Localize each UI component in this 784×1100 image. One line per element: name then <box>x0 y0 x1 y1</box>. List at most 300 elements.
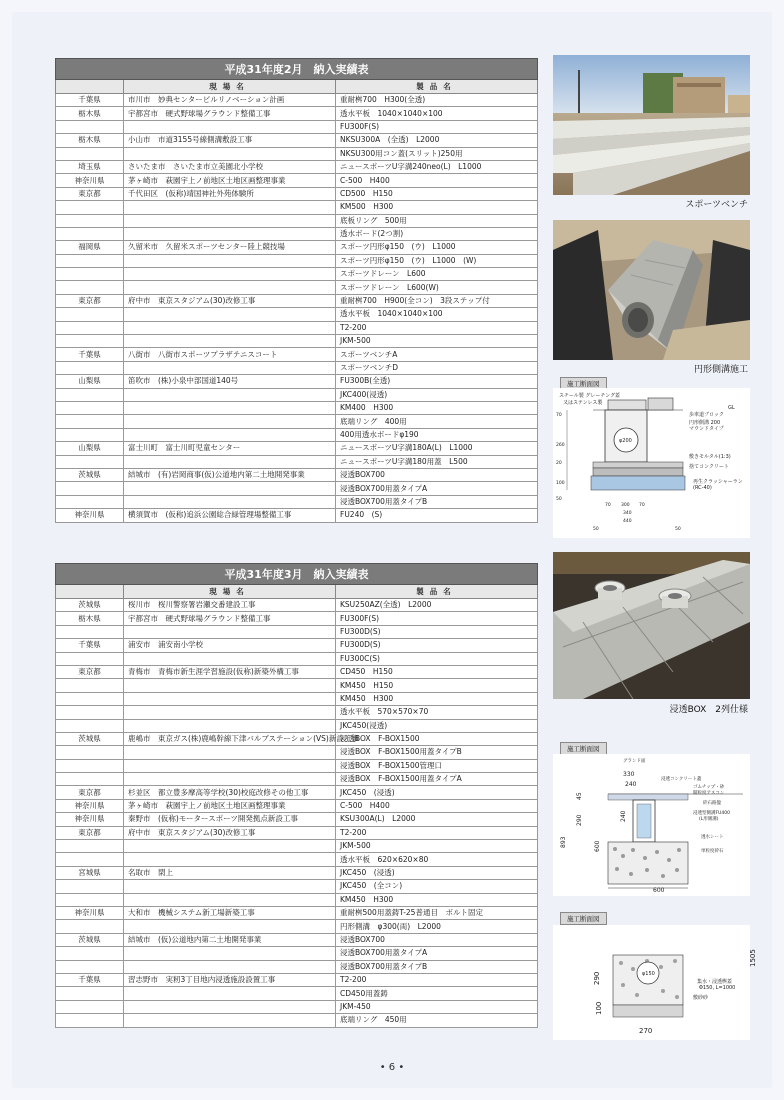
svg-text:敷砂砂: 敷砂砂 <box>693 995 709 1001</box>
prefecture-cell: 茨城県 <box>56 599 124 612</box>
prefecture-cell <box>56 227 124 240</box>
svg-text:893: 893 <box>560 836 567 848</box>
prefecture-cell: 栃木県 <box>56 612 124 625</box>
svg-text:Φ150, L=1000: Φ150, L=1000 <box>699 985 736 991</box>
delivery-records-table-march <box>55 563 538 1028</box>
table-row <box>56 254 538 267</box>
prefecture-cell: 千葉県 <box>56 94 124 107</box>
site-name-cell: 宇都宮市 硬式野球場グラウンド整備工事 <box>124 107 336 120</box>
product-name-cell: CD500 H150 <box>336 187 538 200</box>
table-row <box>56 933 538 946</box>
product-name-cell: FU300F(S) <box>336 120 538 133</box>
site-name-cell <box>124 321 336 334</box>
prefecture-cell <box>56 706 124 719</box>
product-name-cell: 透水平板 1040×1040×100 <box>336 107 538 120</box>
site-name-cell: 習志野市 実籾3丁目地内浸透施設設置工事 <box>124 973 336 986</box>
table-body <box>56 599 538 1028</box>
table-row <box>56 920 538 933</box>
prefecture-cell <box>56 773 124 786</box>
table-row <box>56 906 538 919</box>
prefecture-cell <box>56 652 124 665</box>
header-product-name: 製品名 <box>336 585 538 599</box>
svg-text:グランド面: グランド面 <box>623 759 646 764</box>
svg-text:260: 260 <box>556 443 565 448</box>
header-product-name: 製品名 <box>336 80 538 94</box>
prefecture-cell: 千葉県 <box>56 639 124 652</box>
svg-text:円形側溝 200: 円形側溝 200 <box>689 420 721 426</box>
product-name-cell: 透水平板 1040×1040×100 <box>336 308 538 321</box>
site-name-cell: 府中市 東京スタジアム(30)改修工事 <box>124 826 336 839</box>
site-name-cell: 秦野市 (仮称)モータースポーツ開発拠点新設工事 <box>124 813 336 826</box>
svg-text:270: 270 <box>639 1027 653 1035</box>
site-name-cell <box>124 120 336 133</box>
product-name-cell: JKC450 (全コン) <box>336 880 538 893</box>
product-name-cell: JKC400(浸透) <box>336 388 538 401</box>
product-name-cell: 底端リング 450用 <box>336 1014 538 1027</box>
table-body <box>56 94 538 523</box>
site-name-cell: 鹿嶋市 東京ガス(株)鹿嶋幹線下津バルブステーション(VS)新設工事 <box>124 732 336 745</box>
table-row <box>56 732 538 745</box>
product-name-cell: スポーツ円形φ150 (ウ) L1000 <box>336 241 538 254</box>
prefecture-cell <box>56 853 124 866</box>
svg-text:50: 50 <box>675 527 681 532</box>
prefecture-cell <box>56 482 124 495</box>
prefecture-cell <box>56 987 124 1000</box>
product-name-cell: JKC450 (浸透) <box>336 866 538 879</box>
table-title: 平成31年度3月 納入実績表 <box>56 564 538 585</box>
prefecture-cell <box>56 401 124 414</box>
product-name-cell: 400用透水ボードφ190 <box>336 428 538 441</box>
product-name-cell: NKSU300A (全透) L2000 <box>336 134 538 147</box>
svg-text:又はステンレス製: 又はステンレス製 <box>563 400 603 406</box>
site-name-cell <box>124 147 336 160</box>
prefecture-cell <box>56 361 124 374</box>
site-name-cell <box>124 388 336 401</box>
table-row <box>56 612 538 625</box>
svg-text:70: 70 <box>639 503 645 508</box>
site-name-cell <box>124 893 336 906</box>
product-name-cell: C-500 H400 <box>336 799 538 812</box>
prefecture-cell <box>56 254 124 267</box>
site-name-cell <box>124 1000 336 1013</box>
site-name-cell <box>124 920 336 933</box>
site-name-cell: 八街市 八街市スポーツプラザテニスコート <box>124 348 336 361</box>
prefecture-cell: 宮城県 <box>56 866 124 879</box>
site-name-cell <box>124 415 336 428</box>
svg-text:歩車道ブロック: 歩車道ブロック <box>689 412 724 418</box>
prefecture-cell: 神奈川県 <box>56 509 124 522</box>
site-name-cell <box>124 227 336 240</box>
table-row <box>56 799 538 812</box>
table-row <box>56 442 538 455</box>
svg-text:20: 20 <box>556 461 562 466</box>
prefecture-cell: 栃木県 <box>56 107 124 120</box>
svg-text:50: 50 <box>593 527 599 532</box>
prefecture-cell <box>56 268 124 281</box>
table-row <box>56 94 538 107</box>
site-name-cell <box>124 455 336 468</box>
prefecture-cell: 茨城県 <box>56 732 124 745</box>
product-name-cell: FU300D(S) <box>336 639 538 652</box>
prefecture-cell <box>56 692 124 705</box>
product-name-cell: JKC450 (浸透) <box>336 786 538 799</box>
table-row <box>56 987 538 1000</box>
svg-text:290: 290 <box>593 971 601 985</box>
site-name-cell <box>124 746 336 759</box>
product-name-cell: KM450 H300 <box>336 893 538 906</box>
table-row <box>56 786 538 799</box>
prefecture-cell <box>56 893 124 906</box>
prefecture-cell <box>56 201 124 214</box>
product-name-cell: T2-200 <box>336 826 538 839</box>
product-name-cell: FU240 (S) <box>336 509 538 522</box>
prefecture-cell <box>56 281 124 294</box>
product-name-cell: KM500 H300 <box>336 201 538 214</box>
site-name-cell <box>124 401 336 414</box>
prefecture-cell: 神奈川県 <box>56 799 124 812</box>
prefecture-cell <box>56 679 124 692</box>
svg-text:浸透コンクリート蓋: 浸透コンクリート蓋 <box>661 777 702 782</box>
prefecture-cell <box>56 120 124 133</box>
prefecture-cell <box>56 840 124 853</box>
site-name-cell <box>124 947 336 960</box>
table-row <box>56 187 538 200</box>
prefecture-cell: 千葉県 <box>56 348 124 361</box>
prefecture-cell <box>56 415 124 428</box>
product-name-cell: T2-200 <box>336 973 538 986</box>
table-row <box>56 840 538 853</box>
svg-text:240: 240 <box>625 781 637 788</box>
svg-text:1505: 1505 <box>749 949 757 967</box>
table-row <box>56 375 538 388</box>
svg-text:開粒度アスコン: 開粒度アスコン <box>693 791 725 796</box>
product-name-cell: KM400 H300 <box>336 401 538 414</box>
table-row <box>56 1000 538 1013</box>
svg-text:ゴムチップ・砂: ゴムチップ・砂 <box>693 785 725 790</box>
site-name-cell <box>124 361 336 374</box>
prefecture-cell: 東京都 <box>56 786 124 799</box>
site-name-cell <box>124 308 336 321</box>
svg-text:330: 330 <box>623 771 635 778</box>
table-row <box>56 335 538 348</box>
table-row <box>56 388 538 401</box>
table-row <box>56 294 538 307</box>
prefecture-cell: 東京都 <box>56 187 124 200</box>
site-name-cell <box>124 214 336 227</box>
prefecture-cell: 埼玉県 <box>56 160 124 173</box>
product-name-cell: KM450 H150 <box>336 679 538 692</box>
table-row <box>56 947 538 960</box>
header-blank <box>56 80 124 94</box>
delivery-records-table-february <box>55 58 538 523</box>
site-name-cell: 横須賀市 (仮称)追浜公園総合緑管理場整備工事 <box>124 509 336 522</box>
svg-text:透水シート: 透水シート <box>701 835 724 840</box>
site-name-cell <box>124 840 336 853</box>
svg-text:600: 600 <box>653 887 665 894</box>
product-name-cell: KM450 H300 <box>336 692 538 705</box>
table-row <box>56 147 538 160</box>
svg-text:440: 440 <box>623 519 632 524</box>
site-name-cell: 杉並区 都立豊多摩高等学校(30)校庭改修その他工事 <box>124 786 336 799</box>
prefecture-cell <box>56 455 124 468</box>
svg-text:(RC-40): (RC-40) <box>693 485 712 491</box>
table-title: 平成31年度2月 納入実績表 <box>56 59 538 80</box>
prefecture-cell: 山梨県 <box>56 442 124 455</box>
photo-circular-gutter-installation <box>553 220 750 360</box>
product-name-cell: スポーツベンチA <box>336 348 538 361</box>
table-row <box>56 227 538 240</box>
site-name-cell <box>124 719 336 732</box>
site-name-cell: 浦安市 浦安南小学校 <box>124 639 336 652</box>
product-name-cell: 透水ボード(2つ割) <box>336 227 538 240</box>
product-name-cell: FU300D(S) <box>336 625 538 638</box>
table-row <box>56 455 538 468</box>
svg-text:70: 70 <box>605 503 611 508</box>
svg-text:340: 340 <box>623 511 632 516</box>
table-row <box>56 415 538 428</box>
svg-text:再生クラッシャーラン: 再生クラッシャーラン <box>693 479 743 485</box>
svg-text:50: 50 <box>556 497 562 502</box>
table-row <box>56 813 538 826</box>
table-row <box>56 706 538 719</box>
site-name-cell: 久留米市 久留米スポーツセンター陸上競技場 <box>124 241 336 254</box>
table-row <box>56 495 538 508</box>
product-name-cell: JKM-500 <box>336 840 538 853</box>
product-name-cell: 浸透BOX700用蓋タイプA <box>336 947 538 960</box>
table-row <box>56 866 538 879</box>
prefecture-cell <box>56 920 124 933</box>
table-row <box>56 625 538 638</box>
site-name-cell <box>124 268 336 281</box>
svg-text:スチール製 グレーチング蓋: スチール製 グレーチング蓋 <box>559 393 621 399</box>
product-name-cell: 浸透BOX F-BOX1500管理口 <box>336 759 538 772</box>
table-row <box>56 679 538 692</box>
table-row <box>56 665 538 678</box>
table-row <box>56 1014 538 1027</box>
header-site-name: 現場名 <box>124 80 336 94</box>
site-name-cell: 千代田区 (仮称)靖国神社外苑体験所 <box>124 187 336 200</box>
table-row <box>56 134 538 147</box>
site-name-cell: 小山市 市道3155号線側溝敷設工事 <box>124 134 336 147</box>
site-name-cell <box>124 706 336 719</box>
site-name-cell <box>124 679 336 692</box>
product-name-cell: スポーツドレーン L600 <box>336 268 538 281</box>
table-row <box>56 348 538 361</box>
prefecture-cell <box>56 1014 124 1027</box>
prefecture-cell: 東京都 <box>56 665 124 678</box>
site-name-cell: 宇都宮市 硬式野球場グラウンド整備工事 <box>124 612 336 625</box>
svg-text:300: 300 <box>621 503 630 508</box>
prefecture-cell <box>56 880 124 893</box>
site-name-cell: 府中市 東京スタジアム(30)改修工事 <box>124 294 336 307</box>
table-row <box>56 120 538 133</box>
table-row <box>56 174 538 187</box>
prefecture-cell: 東京都 <box>56 826 124 839</box>
table-row <box>56 880 538 893</box>
site-name-cell <box>124 625 336 638</box>
svg-text:単粒度砕石: 単粒度砕石 <box>701 849 724 854</box>
cross-section-diagram-catch-basin <box>553 925 757 1040</box>
site-name-cell: 市川市 妙典センタービルリノベーション計画 <box>124 94 336 107</box>
product-name-cell: ニュースポーツU字溝180A(L) L1000 <box>336 442 538 455</box>
site-name-cell <box>124 853 336 866</box>
svg-text:240: 240 <box>620 810 627 822</box>
site-name-cell: 名取市 閖上 <box>124 866 336 879</box>
site-name-cell: 茅ヶ崎市 萩園宇上ノ前地区土地区画整理事業 <box>124 799 336 812</box>
svg-text:集水・浸透桝蓋: 集水・浸透桝蓋 <box>697 979 733 985</box>
table-row <box>56 401 538 414</box>
prefecture-cell: 神奈川県 <box>56 174 124 187</box>
product-name-cell: 浸透BOX700用蓋タイプB <box>336 495 538 508</box>
product-name-cell: CD450 H150 <box>336 665 538 678</box>
site-name-cell: 結城市 (仮)公道地内第二土地開発事業 <box>124 933 336 946</box>
product-name-cell: JKM-450 <box>336 1000 538 1013</box>
product-name-cell: 重耐桝500用蓋鋳T-25普通目 ボルト固定 <box>336 906 538 919</box>
table-row <box>56 719 538 732</box>
site-name-cell <box>124 335 336 348</box>
prefecture-cell <box>56 947 124 960</box>
svg-text:45: 45 <box>576 792 583 800</box>
prefecture-cell <box>56 746 124 759</box>
photo-caption-infiltration-box: 浸透BOX 2列仕様 <box>669 705 748 715</box>
photo-caption-sports-bench: スポーツベンチ <box>685 200 748 210</box>
header-blank <box>56 585 124 599</box>
table-row <box>56 599 538 612</box>
prefecture-cell <box>56 625 124 638</box>
svg-text:φ150: φ150 <box>642 971 655 977</box>
svg-text:100: 100 <box>556 481 565 486</box>
product-name-cell: 浸透BOX F-BOX1500用蓋タイプB <box>336 746 538 759</box>
table-row <box>56 361 538 374</box>
svg-text:290: 290 <box>576 814 583 826</box>
table-row <box>56 773 538 786</box>
product-name-cell: 底端リング 400用 <box>336 415 538 428</box>
product-name-cell: 浸透BOX700 <box>336 468 538 481</box>
product-name-cell: 浸透BOX700用蓋タイプA <box>336 482 538 495</box>
product-name-cell: 浸透BOX700用蓋タイプB <box>336 960 538 973</box>
prefecture-cell <box>56 960 124 973</box>
table-row <box>56 281 538 294</box>
prefecture-cell: 神奈川県 <box>56 813 124 826</box>
header-site-name: 現場名 <box>124 585 336 599</box>
product-name-cell: ニュースポーツU字溝240neo(L) L1000 <box>336 160 538 173</box>
site-name-cell <box>124 773 336 786</box>
page-number: • 6 • <box>379 1062 405 1073</box>
product-name-cell: 円形側溝 φ300(両) L2000 <box>336 920 538 933</box>
site-name-cell: 茅ヶ崎市 萩園宇上ノ前地区土地区画整理事業 <box>124 174 336 187</box>
prefecture-cell <box>56 428 124 441</box>
prefecture-cell <box>56 308 124 321</box>
site-name-cell: 青梅市 青梅市新生涯学習施設(仮称)新築外構工事 <box>124 665 336 678</box>
prefecture-cell: 茨城県 <box>56 933 124 946</box>
table-row <box>56 214 538 227</box>
diagram-label: 施工断面図 <box>560 742 607 755</box>
table-row <box>56 759 538 772</box>
table-row <box>56 893 538 906</box>
table-row <box>56 107 538 120</box>
photo-infiltration-box <box>553 552 750 699</box>
product-name-cell: FU300B(全透) <box>336 375 538 388</box>
product-name-cell: 重耐桝700 H300(全透) <box>336 94 538 107</box>
product-name-cell: JKM-500 <box>336 335 538 348</box>
product-name-cell: NKSU300用コン蓋(スリット)250用 <box>336 147 538 160</box>
site-name-cell <box>124 759 336 772</box>
photo-caption-circular-gutter: 円形側溝施工 <box>693 365 748 375</box>
table-row <box>56 428 538 441</box>
cross-section-diagram-gutter <box>553 388 750 538</box>
table-row <box>56 482 538 495</box>
prefecture-cell: 福岡県 <box>56 241 124 254</box>
product-name-cell: スポーツドレーン L600(W) <box>336 281 538 294</box>
product-name-cell: スポーツ円形φ150 (ウ) L1000 (W) <box>336 254 538 267</box>
prefecture-cell <box>56 214 124 227</box>
svg-text:マウンドタイプ: マウンドタイプ <box>689 426 724 432</box>
svg-text:GL: GL <box>728 405 735 411</box>
table-row <box>56 201 538 214</box>
table-row <box>56 973 538 986</box>
table-row <box>56 692 538 705</box>
svg-text:φ200: φ200 <box>619 438 632 444</box>
prefecture-cell <box>56 1000 124 1013</box>
site-name-cell <box>124 428 336 441</box>
site-name-cell: 笛吹市 (株)小泉中部国道140号 <box>124 375 336 388</box>
cross-section-diagram-infiltration-gutter <box>553 754 750 896</box>
product-name-cell: 浸透BOX F-BOX1500用蓋タイプA <box>336 773 538 786</box>
site-name-cell <box>124 482 336 495</box>
site-name-cell <box>124 254 336 267</box>
svg-text:捨てコンクリート: 捨てコンクリート <box>689 464 729 470</box>
table-row <box>56 509 538 522</box>
table-row <box>56 268 538 281</box>
prefecture-cell <box>56 759 124 772</box>
site-name-cell <box>124 880 336 893</box>
product-name-cell: KSU250AZ(全透) L2000 <box>336 599 538 612</box>
table-row <box>56 468 538 481</box>
table-row <box>56 321 538 334</box>
product-name-cell: 透水平板 570×570×70 <box>336 706 538 719</box>
product-name-cell: 浸透BOX700 <box>336 933 538 946</box>
diagram-label: 施工断面図 <box>560 377 607 390</box>
site-name-cell: 大和市 機械システム新工場新築工事 <box>124 906 336 919</box>
product-name-cell: 透水平板 620×620×80 <box>336 853 538 866</box>
svg-text:(L形側溝): (L形側溝) <box>699 817 719 822</box>
svg-text:600: 600 <box>594 840 601 852</box>
product-name-cell: 浸透BOX F-BOX1500 <box>336 732 538 745</box>
prefecture-cell: 茨城県 <box>56 468 124 481</box>
prefecture-cell <box>56 495 124 508</box>
product-name-cell: JKC450(浸透) <box>336 719 538 732</box>
product-name-cell: CD450用蓋鋳 <box>336 987 538 1000</box>
table-row <box>56 652 538 665</box>
product-name-cell: C-500 H400 <box>336 174 538 187</box>
prefecture-cell: 山梨県 <box>56 375 124 388</box>
product-name-cell: スポーツベンチD <box>336 361 538 374</box>
prefecture-cell: 千葉県 <box>56 973 124 986</box>
product-name-cell: KSU300A(L) L2000 <box>336 813 538 826</box>
product-name-cell: T2-200 <box>336 321 538 334</box>
product-name-cell: ニュースポーツU字溝180用蓋 L500 <box>336 455 538 468</box>
site-name-cell <box>124 987 336 1000</box>
site-name-cell <box>124 281 336 294</box>
site-name-cell <box>124 692 336 705</box>
table-row <box>56 241 538 254</box>
site-name-cell: 富士川町 富士川町児童センター <box>124 442 336 455</box>
prefecture-cell <box>56 388 124 401</box>
site-name-cell <box>124 1014 336 1027</box>
table-row <box>56 960 538 973</box>
table-row <box>56 308 538 321</box>
prefecture-cell <box>56 335 124 348</box>
